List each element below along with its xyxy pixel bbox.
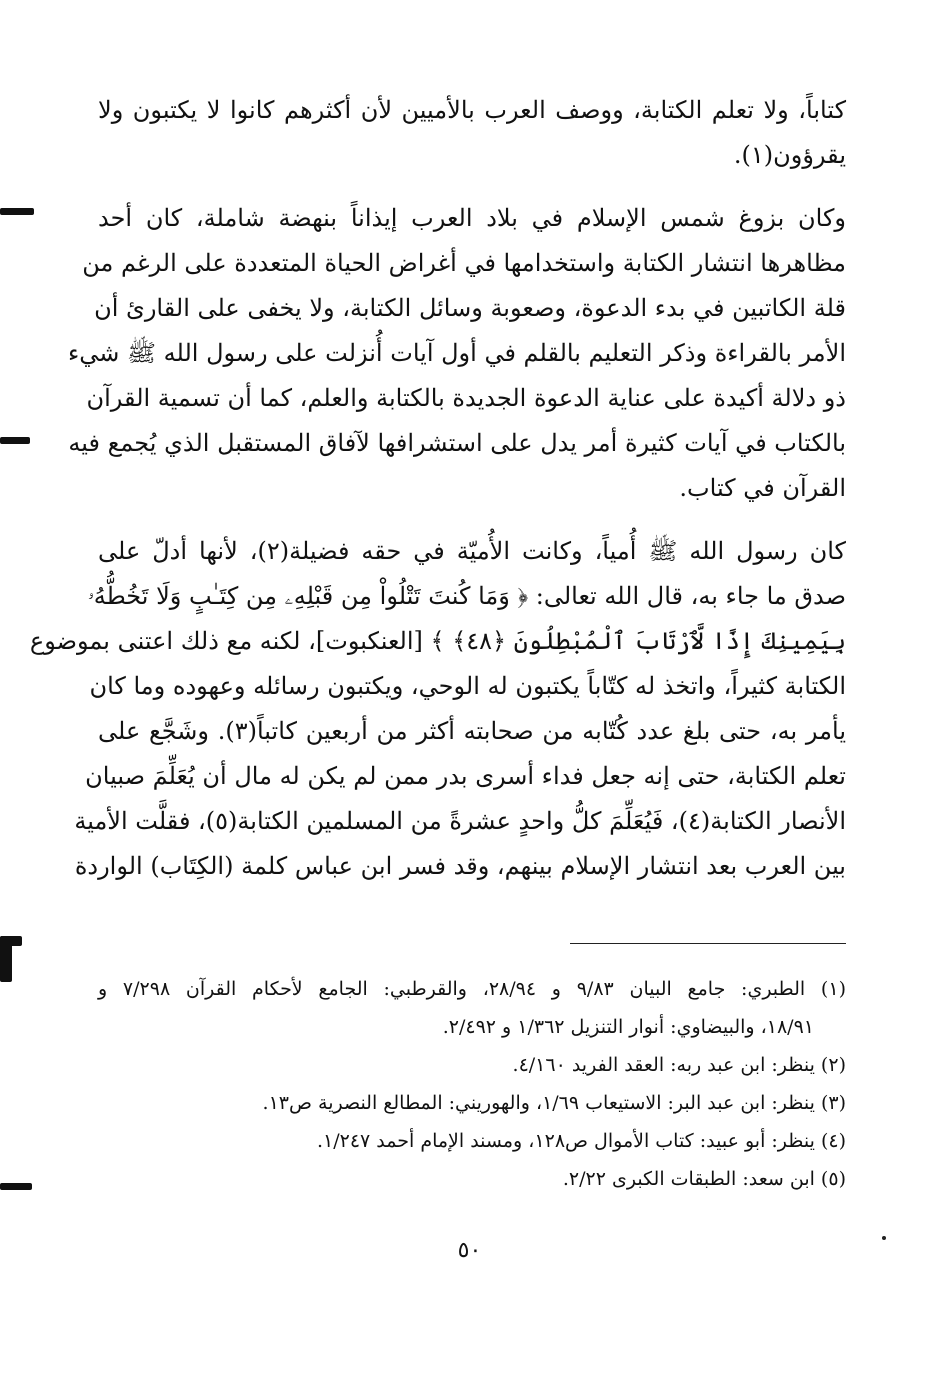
footnote-5: (٥) ابن سعد: الطبقات الكبرى ٢/٢٢. — [562, 1168, 846, 1190]
paragraph-3 — [29, 529, 847, 889]
text-line: بين العرب بعد انتشار الإسلام بينهم، وقد فسر ابن عباس كلمة (الكِتَاب) الواردة — [74, 852, 846, 880]
margin-mark — [0, 208, 34, 215]
text-line: مظاهرها انتشار الكتابة واستخدامها في أغراض الحياة المتعددة على الرغم من — [82, 249, 846, 277]
margin-mark — [0, 1183, 32, 1190]
text-line: بالكتاب في آيات كثيرة أمر يدل على استشرافها لآفاق المستقبل الذي يُجمع فيه — [68, 429, 846, 457]
text-line: بِيَمِينِكَ إِذًا لَّٱرْتَابَ ٱلْمُبْطِلُونَ ﴿٤٨﴾ ﴾ [العنكبوت]، لكنه مع ذلك اعتنى بموضوع — [29, 627, 846, 655]
scan-dot — [882, 1236, 886, 1240]
margin-mark — [0, 437, 30, 444]
footnote-1-continued: ١٨/٩١، والبيضاوي: أنوار التنزيل ١/٣٦٢ و ٢/٤٩٢. — [442, 1016, 814, 1038]
footnote-4: (٤) ينظر: أبو عبيد: كتاب الأموال ص١٢٨، ومسند الإمام أحمد ١/٢٤٧. — [316, 1130, 846, 1152]
text-line: ذو دلالة أكيدة على عناية الدعوة الجديدة بالكتابة والعلم، كما أن تسمية القرآن — [86, 384, 846, 412]
text-line: الأنصار الكتابة(٤)، فَيُعَلِّمَ كلُّ واحدٍ عشرةً من المسلمين الكتابة(٥)، فقلَّت الأمية — [74, 807, 846, 835]
text-line: صدق ما جاء به، قال الله تعالى: ﴿ وَمَا كُنتَ تَتْلُواْ مِن قَبْلِهِۦ مِن كِتَـٰبٍ وَلَا تَخُطُّهُۥ — [87, 582, 846, 610]
footnotes — [98, 970, 846, 1198]
footnote-3: (٣) ينظر: ابن عبد البر: الاستيعاب ١/٦٩، والهوريني: المطالع النصرية ص١٣. — [262, 1092, 846, 1114]
footnote-2: (٢) ينظر: ابن عبد ربه: العقد الفريد ٤/١٦٠. — [512, 1054, 846, 1076]
main-text — [29, 88, 847, 889]
text-line: يأمر به، حتى بلغ عدد كُتّابه من صحابته أكثر من أربعين كاتباً(٣). وشَجَّع على — [98, 717, 847, 745]
paragraph-1 — [98, 88, 846, 178]
text-line: وكان بزوغ شمس الإسلام في بلاد العرب إيذاناً بنهضة شاملة، كان أحد — [98, 204, 846, 232]
paragraph-2 — [68, 196, 846, 511]
text-line: الأمر بالقراءة وذكر التعليم بالقلم في أول آيات أُنزلت على رسول الله ﷺ شيء — [68, 339, 846, 367]
text-line: تعلم الكتابة، حتى إنه جعل فداء أسرى بدر ممن لم يكن له مال أن يُعَلِّمَ صبيان — [85, 762, 846, 790]
text-line: كان رسول الله ﷺ أُمياً، وكانت الأُميّة في حقه فضيلة(٢)، لأنها أدلّ على — [98, 537, 846, 565]
text-line: كتاباً، ولا تعلم الكتابة، ووصف العرب بالأميين لأن أكثرهم كانوا لا يكتبون ولا — [98, 96, 846, 124]
text-line: الكتابة كثيراً، واتخذ له كتّاباً يكتبون له الوحي، ويكتبون رسائله وعهوده وما كان — [89, 672, 846, 700]
text-line: يقرؤون(١). — [733, 141, 846, 169]
text-line: قلة الكاتبين في بدء الدعوة، وصعوبة وسائل الكتابة، ولا يخفى على القارئ أن — [94, 294, 846, 322]
page-number: ٥٠ — [457, 1238, 482, 1263]
footnote-separator — [570, 943, 846, 944]
text-line: القرآن في كتاب. — [679, 474, 846, 502]
footnote-1: (١) الطبري: جامع البيان ٩/٨٣ و ٢٨/٩٤، والقرطبي: الجامع لأحكام القرآن ٧/٢٩٨ و — [98, 978, 846, 1000]
margin-mark — [0, 936, 12, 982]
